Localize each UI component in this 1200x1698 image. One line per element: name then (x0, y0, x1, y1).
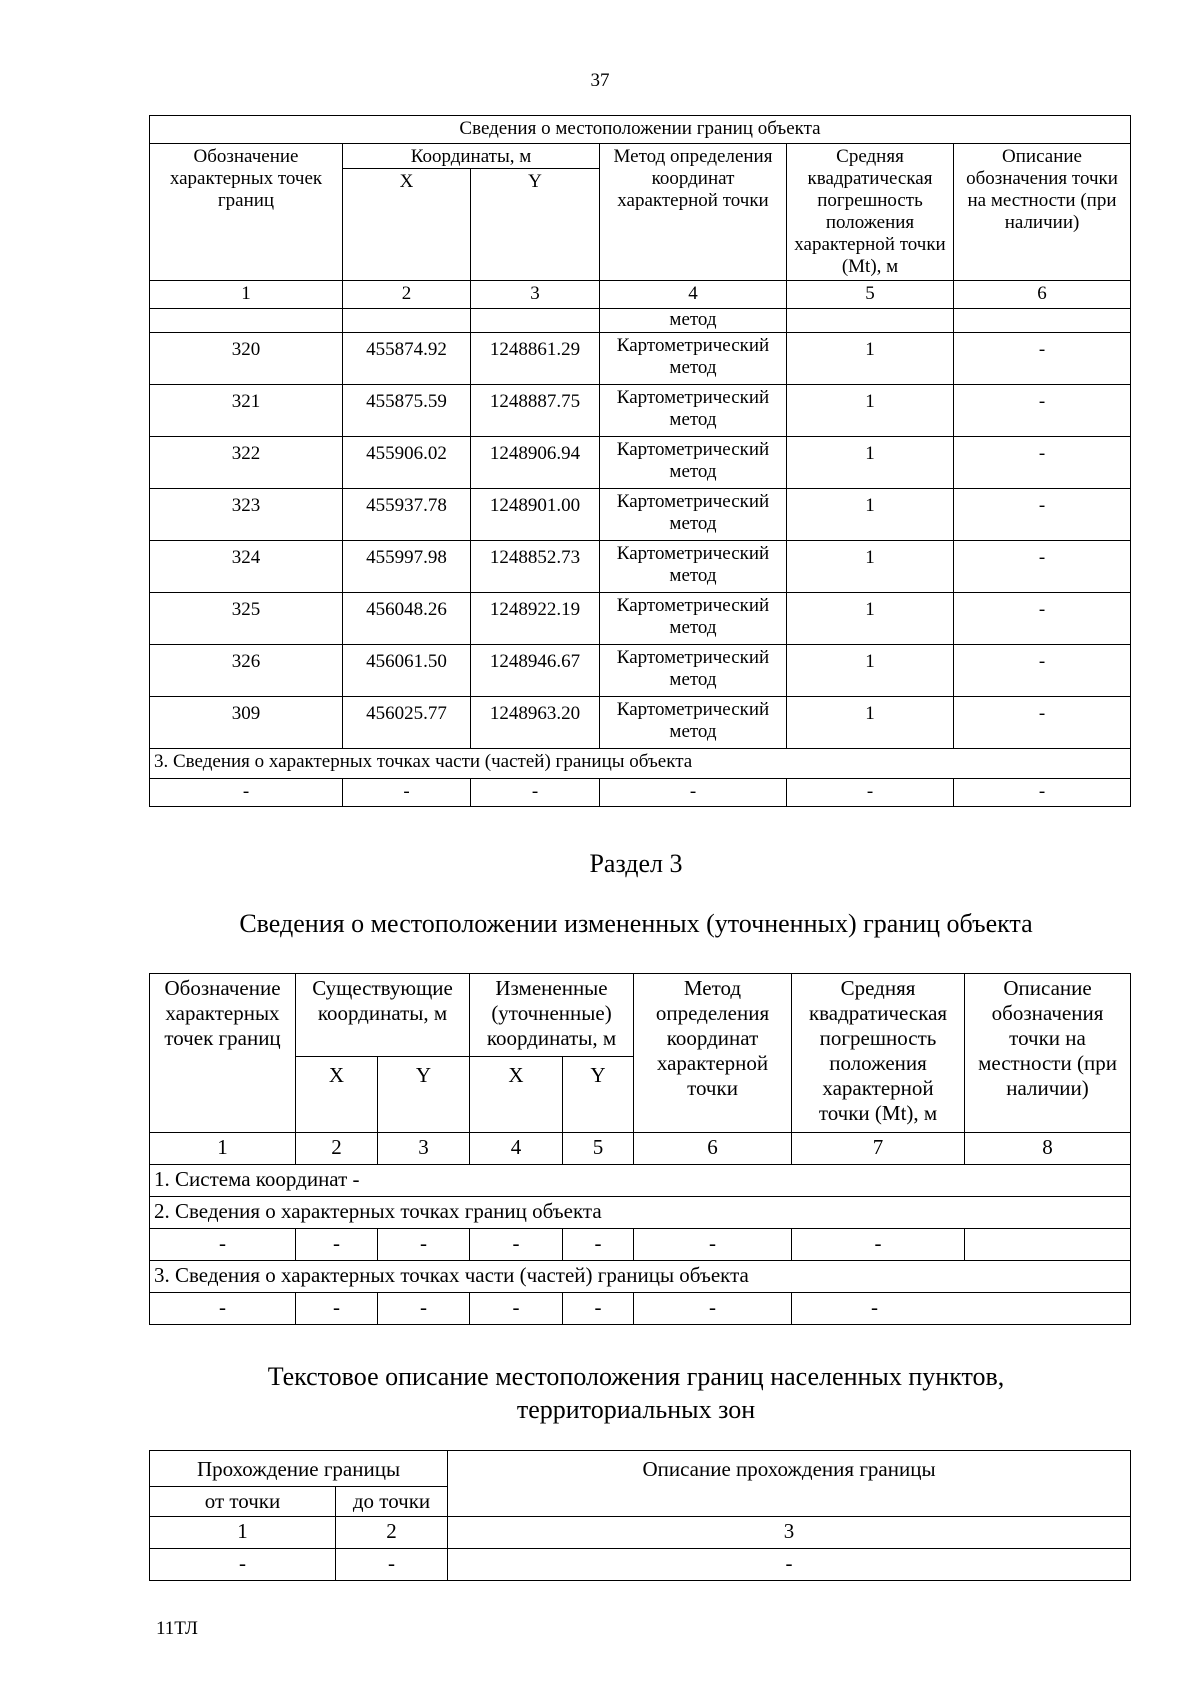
cell-method: Картометрический метод (600, 593, 787, 645)
continuation-text: метод (600, 309, 787, 333)
text-description-title-line-1: Текстовое описание местоположения границ населенных пунктов, (267, 1362, 1005, 1391)
cell-y: 1248887.75 (471, 385, 600, 437)
cell-y: 1248852.73 (471, 541, 600, 593)
cell-mt: 1 (787, 645, 954, 697)
cell-mt: 1 (787, 541, 954, 593)
cell-desc: - (954, 385, 1131, 437)
cell-mt: 1 (787, 437, 954, 489)
boundary-passage-table (149, 1450, 1131, 1581)
dash-row: - - - - - - (150, 779, 1131, 807)
section-subtitle: Сведения о местоположении измененных (уточненных) границ объекта (239, 909, 1033, 938)
header-coordinates: Координаты, м (343, 144, 600, 169)
header-boundary-passage: Прохождение границы (150, 1451, 448, 1487)
column-number: 5 (787, 281, 954, 309)
table-row (150, 385, 1131, 437)
cell-point: 321 (150, 385, 343, 437)
cell-desc: - (954, 593, 1131, 645)
cell-point: 320 (150, 333, 343, 385)
cell-desc: - (954, 541, 1131, 593)
column-number: 2 (343, 281, 471, 309)
cell-x: 455937.78 (343, 489, 471, 541)
cell-point: 309 (150, 697, 343, 749)
cell-method: Картометрический метод (600, 385, 787, 437)
header-point-designation: Обозначение характерных точек границ (150, 974, 296, 1133)
cell-method: Картометрический метод (600, 645, 787, 697)
header-from-point: от точки (150, 1487, 336, 1517)
boundary-points-table (149, 115, 1131, 807)
dash-row: - - - - - - - (150, 1229, 1131, 1261)
header-method: Метод определения координат характерной точки (634, 974, 792, 1133)
cell-desc: - (954, 489, 1131, 541)
header-description: Описание обозначения точки на местности (при наличии) (965, 974, 1131, 1133)
cell-desc: - (954, 437, 1131, 489)
header-x: X (470, 1057, 563, 1133)
cell-x: 455875.59 (343, 385, 471, 437)
table-row (150, 489, 1131, 541)
dash-row: - - - (150, 1549, 1131, 1581)
column-numbers-row: 1 2 3 (150, 1517, 1131, 1549)
page-number: 37 (590, 70, 610, 91)
header-method: Метод определения координат характерной точки (600, 144, 787, 281)
changed-boundaries-table (149, 973, 1131, 1325)
cell-method: Картометрический метод (600, 437, 787, 489)
cell-y: 1248906.94 (471, 437, 600, 489)
cell-point: 323 (150, 489, 343, 541)
cell-y: 1248963.20 (471, 697, 600, 749)
table-row (150, 645, 1131, 697)
header-existing-coordinates: Существующие координаты, м (296, 974, 470, 1057)
cell-y: 1248901.00 (471, 489, 600, 541)
cell-x: 455874.92 (343, 333, 471, 385)
header-to-point: до точки (336, 1487, 448, 1517)
cell-desc: - (954, 333, 1131, 385)
header-passage-description: Описание прохождения границы (448, 1451, 1131, 1517)
cell-desc: - (954, 697, 1131, 749)
header-mean-error: Средняя квадратическая погрешность положения характерной точки (Mt), м (792, 974, 965, 1133)
column-number: 3 (471, 281, 600, 309)
cell-x: 455997.98 (343, 541, 471, 593)
cell-x: 456025.77 (343, 697, 471, 749)
cell-method: Картометрический метод (600, 541, 787, 593)
section-2-label: 2. Сведения о характерных точках границ объекта (150, 1197, 1131, 1229)
column-numbers-row: 1 2 3 4 5 6 7 8 (150, 1133, 1131, 1165)
header-y: Y (471, 169, 600, 281)
cell-mt: 1 (787, 697, 954, 749)
header-description: Описание обозначения точки на местности (при наличии) (954, 144, 1131, 281)
table-row (150, 437, 1131, 489)
table-row (150, 593, 1131, 645)
section-3-label: 3. Сведения о характерных точках части (частей) границы объекта (150, 749, 1131, 779)
cell-point: 324 (150, 541, 343, 593)
header-point-designation: Обозначение характерных точек границ (150, 144, 343, 281)
section-title: Раздел 3 (589, 849, 683, 878)
cell-point: 325 (150, 593, 343, 645)
cell-mt: 1 (787, 593, 954, 645)
header-changed-coordinates: Измененные (уточненные) координаты, м (470, 974, 634, 1057)
text-description-title-line-2: территориальных зон (516, 1395, 756, 1424)
table-row (150, 697, 1131, 749)
cell-mt: 1 (787, 333, 954, 385)
continuation-row (150, 309, 1131, 333)
document-code: 11ТЛ (156, 1618, 198, 1639)
column-number: 6 (954, 281, 1131, 309)
header-y: Y (378, 1057, 470, 1133)
cell-y: 1248861.29 (471, 333, 600, 385)
header-y: Y (563, 1057, 634, 1133)
cell-method: Картометрический метод (600, 697, 787, 749)
cell-method: Картометрический метод (600, 489, 787, 541)
header-x: X (343, 169, 471, 281)
cell-point: 322 (150, 437, 343, 489)
cell-y: 1248946.67 (471, 645, 600, 697)
cell-x: 456061.50 (343, 645, 471, 697)
cell-x: 455906.02 (343, 437, 471, 489)
cell-desc: - (954, 645, 1131, 697)
cell-y: 1248922.19 (471, 593, 600, 645)
column-number: 1 (150, 281, 343, 309)
column-number: 4 (600, 281, 787, 309)
dash-row: - - - - - - - (150, 1293, 1131, 1325)
table-row (150, 541, 1131, 593)
cell-mt: 1 (787, 385, 954, 437)
table-row (150, 333, 1131, 385)
cell-mt: 1 (787, 489, 954, 541)
header-mean-error: Средняя квадратическая погрешность положения характерной точки (Mt), м (787, 144, 954, 281)
cell-point: 326 (150, 645, 343, 697)
header-x: X (296, 1057, 378, 1133)
table-title: Сведения о местоположении границ объекта (150, 116, 1131, 144)
section-3-label: 3. Сведения о характерных точках части (частей) границы объекта (150, 1261, 1131, 1293)
cell-x: 456048.26 (343, 593, 471, 645)
cell-method: Картометрический метод (600, 333, 787, 385)
coordinate-system-label: 1. Система координат - (150, 1165, 1131, 1197)
column-numbers-row (150, 281, 1131, 309)
